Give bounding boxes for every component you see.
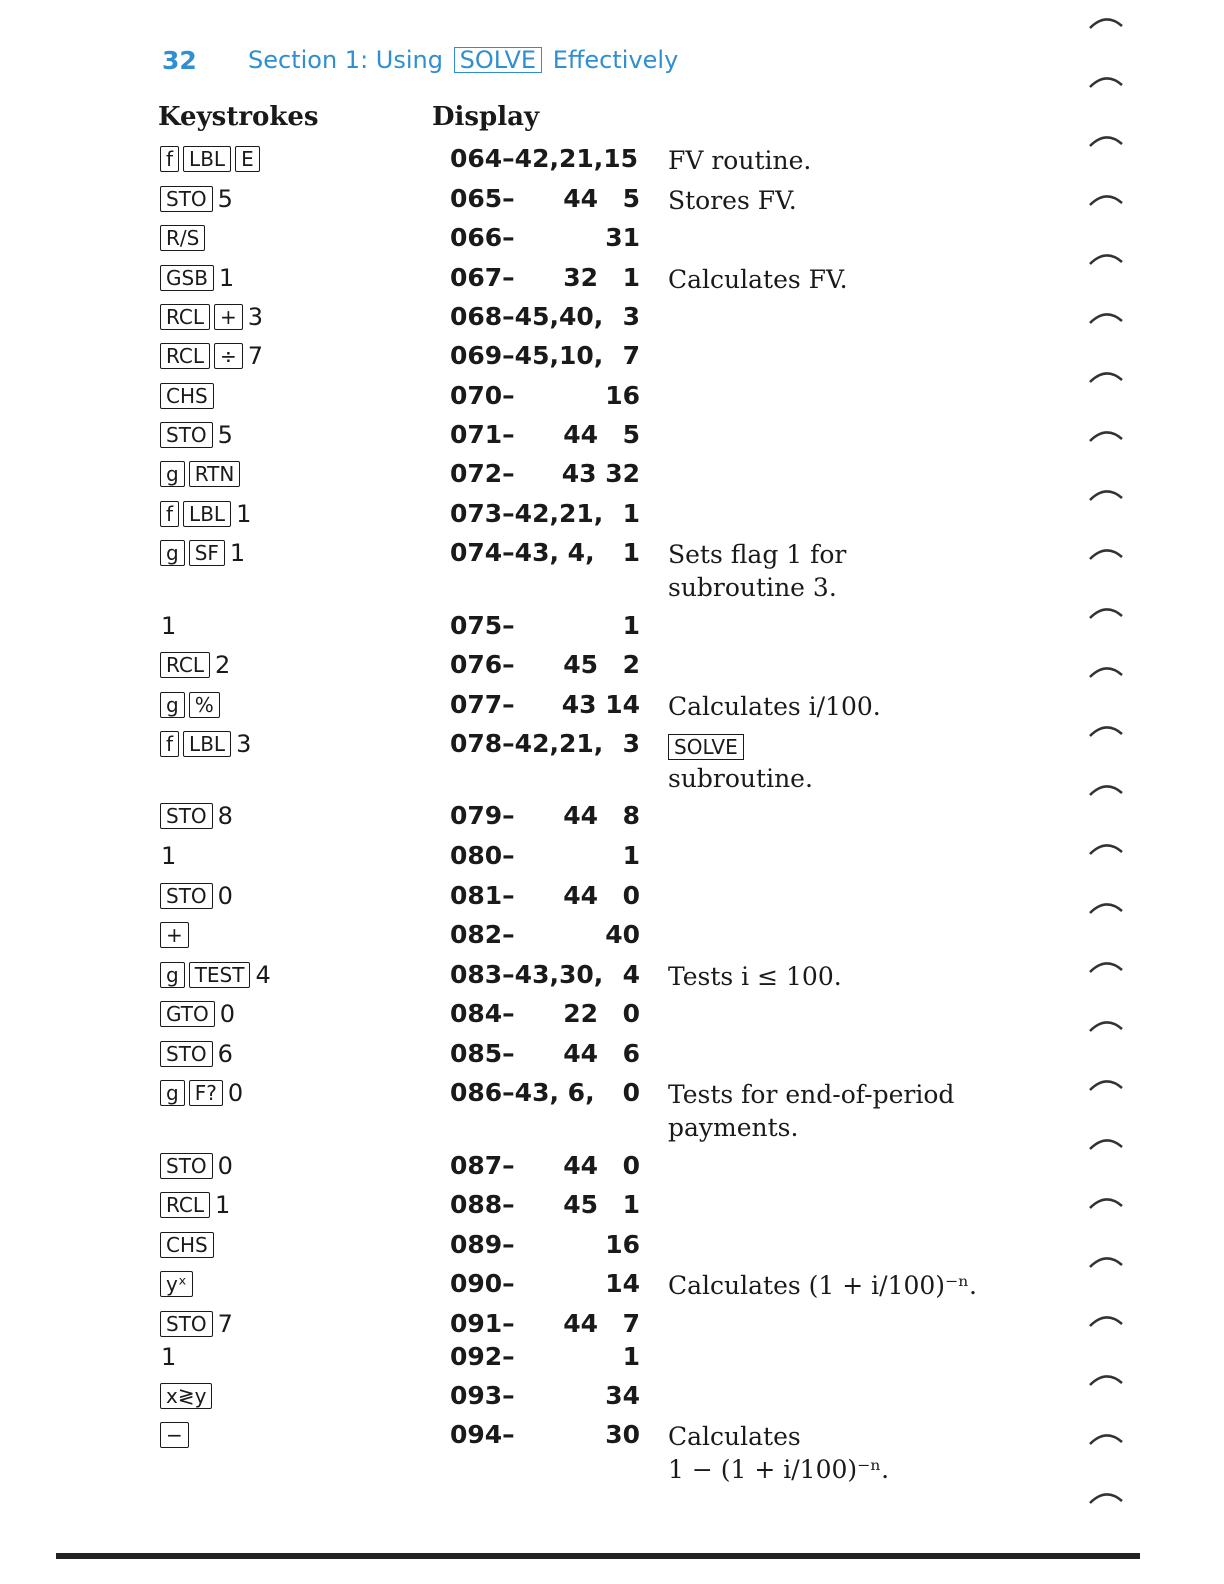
program-address: 083–43,30,: [450, 960, 604, 989]
keycode-2: 2: [622, 650, 640, 679]
display-code: [450, 960, 642, 990]
comment-line: [668, 1269, 977, 1302]
keystroke-sequence: [160, 881, 233, 911]
key-label: g: [160, 1080, 185, 1106]
listing-row: [0, 1420, 1224, 1484]
listing-row: [0, 729, 1224, 793]
listing-row: [0, 381, 1224, 421]
keystroke-digit: 5: [217, 185, 233, 213]
key-label: g: [160, 692, 185, 718]
keycode-2: 1: [622, 538, 640, 567]
program-address: 089–: [450, 1230, 515, 1259]
comment-line: [668, 263, 848, 296]
listing-row: [0, 459, 1224, 499]
keystroke-sequence: [160, 1078, 243, 1108]
page-bottom-rule: [56, 1553, 1140, 1559]
program-address: 078–42,21,: [450, 729, 604, 758]
keycode-2: 1: [622, 611, 640, 640]
keystroke-sequence: [160, 1039, 233, 1069]
display-code: [450, 690, 642, 720]
comment-text: subroutine 3.: [668, 573, 837, 602]
keystroke-sequence: [160, 144, 264, 174]
comment: [668, 144, 811, 177]
binding-ring: [1090, 1435, 1122, 1444]
display-code: [450, 1269, 642, 1299]
binding-ring: [1090, 255, 1122, 264]
binding-ring: [1090, 609, 1122, 618]
listing-row: [0, 1230, 1224, 1270]
keycode-1: 44: [563, 184, 598, 213]
binding-ring: [1090, 19, 1122, 28]
listing-row: [0, 801, 1224, 841]
comment-text: Calculates i/100.: [668, 692, 881, 721]
binding-ring: [1090, 137, 1122, 146]
keycode-1: 22: [563, 999, 598, 1028]
comment: [668, 1420, 889, 1486]
display-code: [450, 341, 642, 371]
program-address: 073–42,21,: [450, 499, 604, 528]
binding-ring: [1090, 1317, 1122, 1326]
keystroke-digit: 3: [236, 730, 252, 758]
listing-row: [0, 223, 1224, 263]
binding-ring: [1090, 668, 1122, 677]
keycode-2: 16: [605, 381, 640, 410]
comment-text: Calculates FV.: [668, 265, 848, 294]
program-address: 080–: [450, 841, 515, 870]
program-address: 067–: [450, 263, 515, 292]
listing-row: [0, 499, 1224, 539]
key-label: STO: [160, 803, 213, 829]
binding-ring: [1090, 314, 1122, 323]
keycode-1: 32: [563, 263, 598, 292]
display-code: [450, 184, 642, 214]
key-label: RTN: [189, 461, 241, 487]
key-label: LBL: [183, 501, 231, 527]
keycode-2: 6: [622, 1039, 640, 1068]
keystroke-digit: 0: [217, 1152, 233, 1180]
keystroke-digit: 5: [217, 421, 233, 449]
section-title: [248, 46, 678, 74]
keystroke-sequence: [160, 729, 251, 759]
key-label: STO: [160, 1153, 213, 1179]
key-label: STO: [160, 186, 213, 212]
keystroke-digit: 1: [161, 842, 177, 870]
page-number: 32: [162, 46, 197, 75]
display-heading: Display: [432, 102, 540, 132]
keystroke-sequence: [160, 1151, 233, 1181]
keystroke-sequence: [160, 1381, 216, 1411]
program-address: 088–: [450, 1190, 515, 1219]
keycode-1: 44: [563, 881, 598, 910]
keycode-2: 43 14: [561, 690, 640, 719]
key-label: g: [160, 962, 185, 988]
display-code: [450, 1151, 642, 1181]
keystroke-digit: 6: [217, 1040, 233, 1068]
key-label: f: [160, 501, 179, 527]
comment-text: Calculates (1 + i/100)⁻ⁿ.: [668, 1271, 977, 1300]
keycode-2: 43 32: [561, 459, 640, 488]
display-code: [450, 1078, 642, 1108]
binding-ring: [1090, 196, 1122, 205]
keystroke-digit: 4: [255, 961, 271, 989]
key-label: CHS: [160, 1232, 214, 1258]
comment: [668, 263, 848, 296]
keystroke-digit: 2: [215, 651, 231, 679]
comment: [668, 960, 842, 993]
listing-row: [0, 420, 1224, 460]
keystroke-digit: 1: [215, 1191, 231, 1219]
keystrokes-heading: Keystrokes: [158, 102, 319, 132]
solve-key-label: SOLVE: [668, 734, 744, 760]
key-label: TEST: [189, 962, 251, 988]
keycode-2: 1: [622, 841, 640, 870]
display-code: [450, 650, 642, 680]
binding-ring: [1090, 1199, 1122, 1208]
comment-line: [668, 1453, 889, 1486]
keystroke-sequence: [160, 459, 244, 489]
binding-ring: [1090, 1376, 1122, 1385]
section-suffix: Effectively: [552, 46, 679, 74]
comment-line: [668, 690, 881, 723]
key-label: CHS: [160, 383, 214, 409]
keystroke-sequence: [160, 420, 233, 450]
program-address: 071–: [450, 420, 515, 449]
keycode-2: 30: [605, 1420, 640, 1449]
section-prefix: Section 1: Using: [248, 46, 443, 74]
keystroke-sequence: [160, 920, 193, 950]
listing-row: [0, 999, 1224, 1039]
comment-text: FV routine.: [668, 146, 812, 175]
binding-ring: [1090, 491, 1122, 500]
comment: [668, 729, 813, 795]
program-address: 085–: [450, 1039, 515, 1068]
key-label: yˣ: [160, 1271, 193, 1297]
program-address: 091–: [450, 1309, 515, 1338]
listing-row: [0, 1039, 1224, 1079]
comment-text: Calculates: [668, 1422, 801, 1451]
program-address: 081–: [450, 881, 515, 910]
keycode-1: 44: [563, 1039, 598, 1068]
comment-line: [668, 144, 811, 177]
keystroke-digit: 1: [218, 264, 235, 292]
comment: [668, 1078, 954, 1144]
keystroke-sequence: [160, 999, 235, 1029]
keycode-2: 7: [622, 1309, 640, 1338]
keystroke-digit: 0: [227, 1079, 244, 1107]
comment-text: Stores FV.: [668, 186, 797, 215]
keystroke-sequence: [160, 1190, 230, 1220]
listing-row: [0, 1381, 1224, 1421]
binding-ring: [1090, 373, 1122, 382]
program-address: 082–: [450, 920, 515, 949]
comment-text: subroutine.: [668, 764, 813, 793]
display-code: [450, 223, 642, 253]
key-label: −: [160, 1422, 189, 1448]
keycode-2: 7: [622, 341, 640, 370]
keystroke-digit: 1: [236, 500, 252, 528]
comment-text: payments.: [668, 1113, 799, 1142]
binding-ring: [1090, 1494, 1122, 1503]
comment-line: [668, 1111, 954, 1144]
keystroke-digit: 1: [229, 539, 246, 567]
program-address: 086–43, 6,: [450, 1078, 595, 1107]
key-label: g: [160, 540, 185, 566]
keycode-2: 31: [605, 223, 640, 252]
key-label: LBL: [183, 731, 231, 757]
listing-row: [0, 538, 1224, 602]
display-code: [450, 459, 642, 489]
keystroke-digit: 0: [219, 1000, 236, 1028]
binding-ring: [1090, 1258, 1122, 1267]
binding-ring: [1090, 1022, 1122, 1031]
key-label: GTO: [160, 1001, 215, 1027]
keycode-2: 8: [622, 801, 640, 830]
keycode-2: 34: [605, 1381, 640, 1410]
solve-key-label: SOLVE: [454, 47, 542, 73]
key-label: GSB: [160, 265, 214, 291]
keycode-2: 14: [605, 1269, 640, 1298]
keycode-1: 44: [563, 1151, 598, 1180]
display-code: [450, 302, 642, 332]
key-label: RCL: [160, 652, 210, 678]
binding-ring: [1090, 727, 1122, 736]
comment-line: [668, 538, 846, 571]
display-code: [450, 1309, 642, 1339]
comment: [668, 184, 797, 217]
keycode-2: 0: [622, 1151, 640, 1180]
key-label: STO: [160, 883, 213, 909]
binding-ring: [1090, 904, 1122, 913]
binding-ring: [1090, 786, 1122, 795]
keycode-2: 5: [622, 184, 640, 213]
listing-row: [0, 263, 1224, 303]
key-label: +: [214, 304, 243, 330]
keycode-1: 45: [563, 1190, 598, 1219]
listing-row: [0, 1269, 1224, 1309]
binding-ring: [1090, 550, 1122, 559]
program-address: 087–: [450, 1151, 515, 1180]
comment: [668, 1269, 977, 1302]
keystroke-sequence: [160, 841, 176, 871]
listing-row: [0, 690, 1224, 730]
key-label: SF: [189, 540, 225, 566]
keystroke-sequence: [160, 302, 263, 332]
display-code: [450, 538, 642, 568]
listing-row: [0, 920, 1224, 960]
program-address: 074–43, 4,: [450, 538, 595, 567]
display-code: [450, 263, 642, 293]
listing-row: [0, 144, 1224, 184]
program-address: 065–: [450, 184, 515, 213]
display-code: [450, 1381, 642, 1411]
keystroke-digit: 7: [217, 1310, 233, 1338]
program-address: 084–: [450, 999, 515, 1028]
program-address: 069–45,10,: [450, 341, 604, 370]
display-code: [450, 1190, 642, 1220]
program-address: 079–: [450, 801, 515, 830]
keycode-2: 1: [622, 1190, 640, 1219]
program-address: 093–: [450, 1381, 515, 1410]
comment-line: [668, 1420, 889, 1453]
binding-ring: [1090, 845, 1122, 854]
keystroke-sequence: [160, 801, 233, 831]
keycode-2: 5: [622, 420, 640, 449]
display-code: [450, 144, 642, 174]
program-address: 094–: [450, 1420, 515, 1449]
listing-row: [0, 302, 1224, 342]
key-label: F?: [189, 1080, 223, 1106]
key-label: x≷y: [160, 1383, 212, 1409]
keystroke-sequence: [160, 1230, 218, 1260]
keystroke-sequence: [160, 538, 245, 568]
keystroke-sequence: [160, 223, 209, 253]
program-address: 066–: [450, 223, 515, 252]
display-code: [450, 999, 642, 1029]
comment-line: [668, 960, 842, 993]
listing-row: [0, 1151, 1224, 1191]
binding-ring: [1090, 432, 1122, 441]
binding-ring: [1090, 78, 1122, 87]
key-label: STO: [160, 1311, 213, 1337]
comment-line: [668, 729, 813, 762]
key-label: g: [160, 461, 185, 487]
program-address: 068–45,40,: [450, 302, 604, 331]
keycode-2: 4: [622, 960, 640, 989]
listing-row: [0, 341, 1224, 381]
keycode-1: 44: [563, 420, 598, 449]
key-label: ÷: [214, 343, 243, 369]
comment-line: [668, 762, 813, 795]
program-address: 090–: [450, 1269, 515, 1298]
listing-row: [0, 1190, 1224, 1230]
keystroke-digit: 1: [161, 1343, 177, 1371]
display-code: [450, 729, 642, 759]
comment-line: [668, 1078, 954, 1111]
listing-row: [0, 1078, 1224, 1142]
keycode-2: 0: [622, 1078, 640, 1107]
binding-ring: [1090, 963, 1122, 972]
keycode-2: 3: [622, 302, 640, 331]
key-label: E: [235, 146, 260, 172]
display-code: [450, 381, 642, 411]
key-label: LBL: [183, 146, 231, 172]
display-code: [450, 881, 642, 911]
keycode-2: 3: [622, 729, 640, 758]
program-address: 075–: [450, 611, 515, 640]
listing-row: [0, 611, 1224, 651]
display-code: [450, 1039, 642, 1069]
keystroke-sequence: [160, 1309, 233, 1339]
keystroke-sequence: [160, 1342, 176, 1372]
comment-line: [668, 184, 797, 217]
key-label: RCL: [160, 1192, 210, 1218]
display-code: [450, 611, 642, 641]
display-code: [450, 499, 642, 529]
keycode-1: 44: [563, 801, 598, 830]
program-address: 070–: [450, 381, 515, 410]
binding-ring: [1090, 1081, 1122, 1090]
keystroke-digit: 8: [217, 802, 233, 830]
key-label: f: [160, 146, 179, 172]
listing-row: [0, 960, 1224, 1000]
display-code: [450, 1230, 642, 1260]
program-address: 076–: [450, 650, 515, 679]
display-code: [450, 1420, 642, 1450]
keycode-2: 16: [605, 1230, 640, 1259]
spiral-binding: [1084, 0, 1144, 1584]
binding-ring: [1090, 1140, 1122, 1149]
comment-text: Tests for end-of-period: [668, 1080, 955, 1109]
display-code: [450, 801, 642, 831]
key-label: RCL: [160, 343, 210, 369]
program-address: 092–: [450, 1342, 515, 1371]
keycode-2: 1: [622, 1342, 640, 1371]
listing-row: [0, 1342, 1224, 1382]
key-label: f: [160, 731, 179, 757]
comment: [668, 690, 881, 723]
keycode-2: 0: [622, 881, 640, 910]
keycode-2: 0: [622, 999, 640, 1028]
comment-text: Tests i ≤ 100.: [668, 962, 842, 991]
display-code: [450, 920, 642, 950]
program-address: 072–: [450, 459, 515, 488]
keystroke-digit: 7: [247, 342, 264, 370]
keycode-1: 44: [563, 1309, 598, 1338]
comment-text: Sets flag 1 for: [668, 540, 847, 569]
keystroke-sequence: [160, 499, 251, 529]
keystroke-sequence: [160, 960, 271, 990]
keystroke-digit: 3: [247, 303, 264, 331]
keycode-2: 40: [605, 920, 640, 949]
keycode-2: 1: [622, 499, 640, 528]
key-label: RCL: [160, 304, 210, 330]
keystroke-sequence: [160, 611, 176, 641]
keystroke-sequence: [160, 690, 224, 720]
keystroke-sequence: [160, 381, 218, 411]
key-label: STO: [160, 1041, 213, 1067]
keystroke-sequence: [160, 184, 233, 214]
keystroke-sequence: [160, 1269, 197, 1299]
program-address: 077–: [450, 690, 515, 719]
listing-row: [0, 650, 1224, 690]
key-label: STO: [160, 422, 213, 448]
display-code: [450, 420, 642, 450]
comment: [668, 538, 846, 604]
keystroke-sequence: [160, 263, 234, 293]
keystroke-sequence: [160, 341, 263, 371]
keystroke-sequence: [160, 650, 230, 680]
key-label: +: [160, 922, 189, 948]
comment-text: 1 − (1 + i/100)⁻ⁿ.: [668, 1455, 890, 1484]
key-label: %: [189, 692, 220, 718]
comment-line: [668, 571, 846, 604]
keycode-2: 1: [622, 263, 640, 292]
display-code: [450, 1342, 642, 1372]
listing-row: [0, 881, 1224, 921]
key-label: R/S: [160, 225, 205, 251]
display-code: [450, 841, 642, 871]
program-address: 064–42,21,15: [450, 144, 639, 173]
keystroke-digit: 1: [161, 612, 177, 640]
listing-row: [0, 841, 1224, 881]
keycode-1: 45: [563, 650, 598, 679]
keystroke-digit: 0: [217, 882, 233, 910]
listing-row: [0, 184, 1224, 224]
keystroke-sequence: [160, 1420, 193, 1450]
